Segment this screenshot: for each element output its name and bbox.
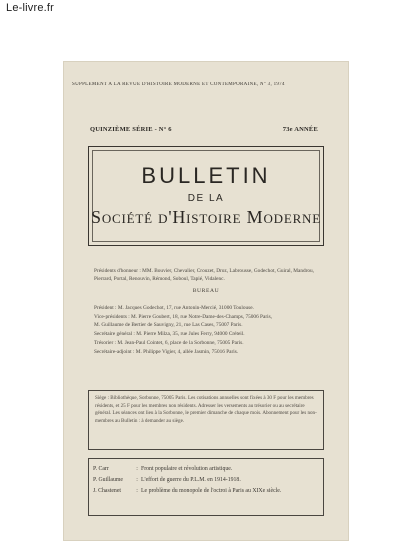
toc-separator: : bbox=[136, 466, 138, 472]
title-bulletin: BULLETIN bbox=[141, 163, 271, 188]
honorary-members: Présidents d'honneur : MM. Bouvier, Chevalier, Crouzet, Droz, Labrousse, Godechot, Guiral, Mandrou, Pierrard, Portal, Renouvin, Rémond, Soboul, Tapié, Vidalenc. bbox=[94, 268, 315, 282]
officer-line: Trésorier : M. Jean-Paul Cointet, 6, place de la Sorbonne, 75005 Paris. bbox=[94, 339, 244, 346]
toc-author: J. Chastenet bbox=[93, 488, 122, 494]
toc-row bbox=[93, 486, 319, 497]
title-frame bbox=[88, 146, 324, 246]
toc-row bbox=[93, 464, 319, 475]
officer-line: M. Guillaume de Bertier de Sauvigny, 21, rue Las Cases, 75007 Paris. bbox=[94, 322, 243, 329]
title-societe: Société d'Histoire Moderne bbox=[91, 207, 321, 227]
toc-author: P. Carr bbox=[93, 466, 109, 472]
title-de-la: DE LA bbox=[187, 193, 225, 204]
toc-title: L'effort de guerre du P.L.M. en 1914-1918. bbox=[141, 477, 241, 483]
toc-title: Le problème du monopole de l'octroi à Paris au XIXe siècle. bbox=[141, 488, 282, 494]
book-cover bbox=[64, 62, 348, 540]
notice-box bbox=[88, 390, 324, 450]
series-line bbox=[90, 126, 318, 133]
toc-author: P. Guillaume bbox=[93, 477, 123, 483]
bureau-heading: BUREAU bbox=[192, 288, 220, 294]
officers-list bbox=[94, 304, 328, 356]
officer-line: Vice-présidents : M. Pierre Goubert, 18, rue Notre-Dame-des-Champs, 75006 Paris, bbox=[94, 313, 272, 320]
series-label: QUINZIÈME SÉRIE - N° 6 bbox=[90, 126, 172, 133]
table-of-contents bbox=[88, 458, 324, 516]
toc-title: Front populaire et révolution artistique. bbox=[141, 466, 233, 472]
year-label: 73e ANNÉE bbox=[282, 126, 318, 133]
toc-separator: : bbox=[136, 477, 138, 483]
toc-separator: : bbox=[136, 488, 138, 494]
toc-row bbox=[93, 475, 319, 486]
officer-line: Secrétaire général : M. Pierre Milza, 35, rue Jules Ferry, 94000 Créteil. bbox=[94, 331, 245, 338]
officer-line: Secrétaire-adjoint : M. Philippe Vigier, 4, allée Jasmin, 75016 Paris. bbox=[94, 348, 239, 355]
watermark-logo: Le-livre.fr bbox=[6, 2, 55, 14]
supplement-line: SUPPLEMENT A LA REVUE D'HISTOIRE MODERNE ET CONTEMPORAINE, N° 3, 1974 bbox=[72, 82, 285, 87]
officer-line: Président : M. Jacques Godechot, 17, rue Antonin-Mercié, 31000 Toulouse. bbox=[94, 305, 254, 311]
notice-text: Siège : Bibliothèque, Sorbonne, 75005 Paris. Les cotisations annuelles sont fixées à 30 F pour les membres résidents, et 25 F pour les membres non résidents. Adresser les versements au trésorier ou au secrétaire général. Les séances ont lieu à la Sorbonne, le premier dimanche de chaque mois. Abonnement pour les non-membres au Bulletin : à demander au siège. bbox=[95, 395, 317, 424]
